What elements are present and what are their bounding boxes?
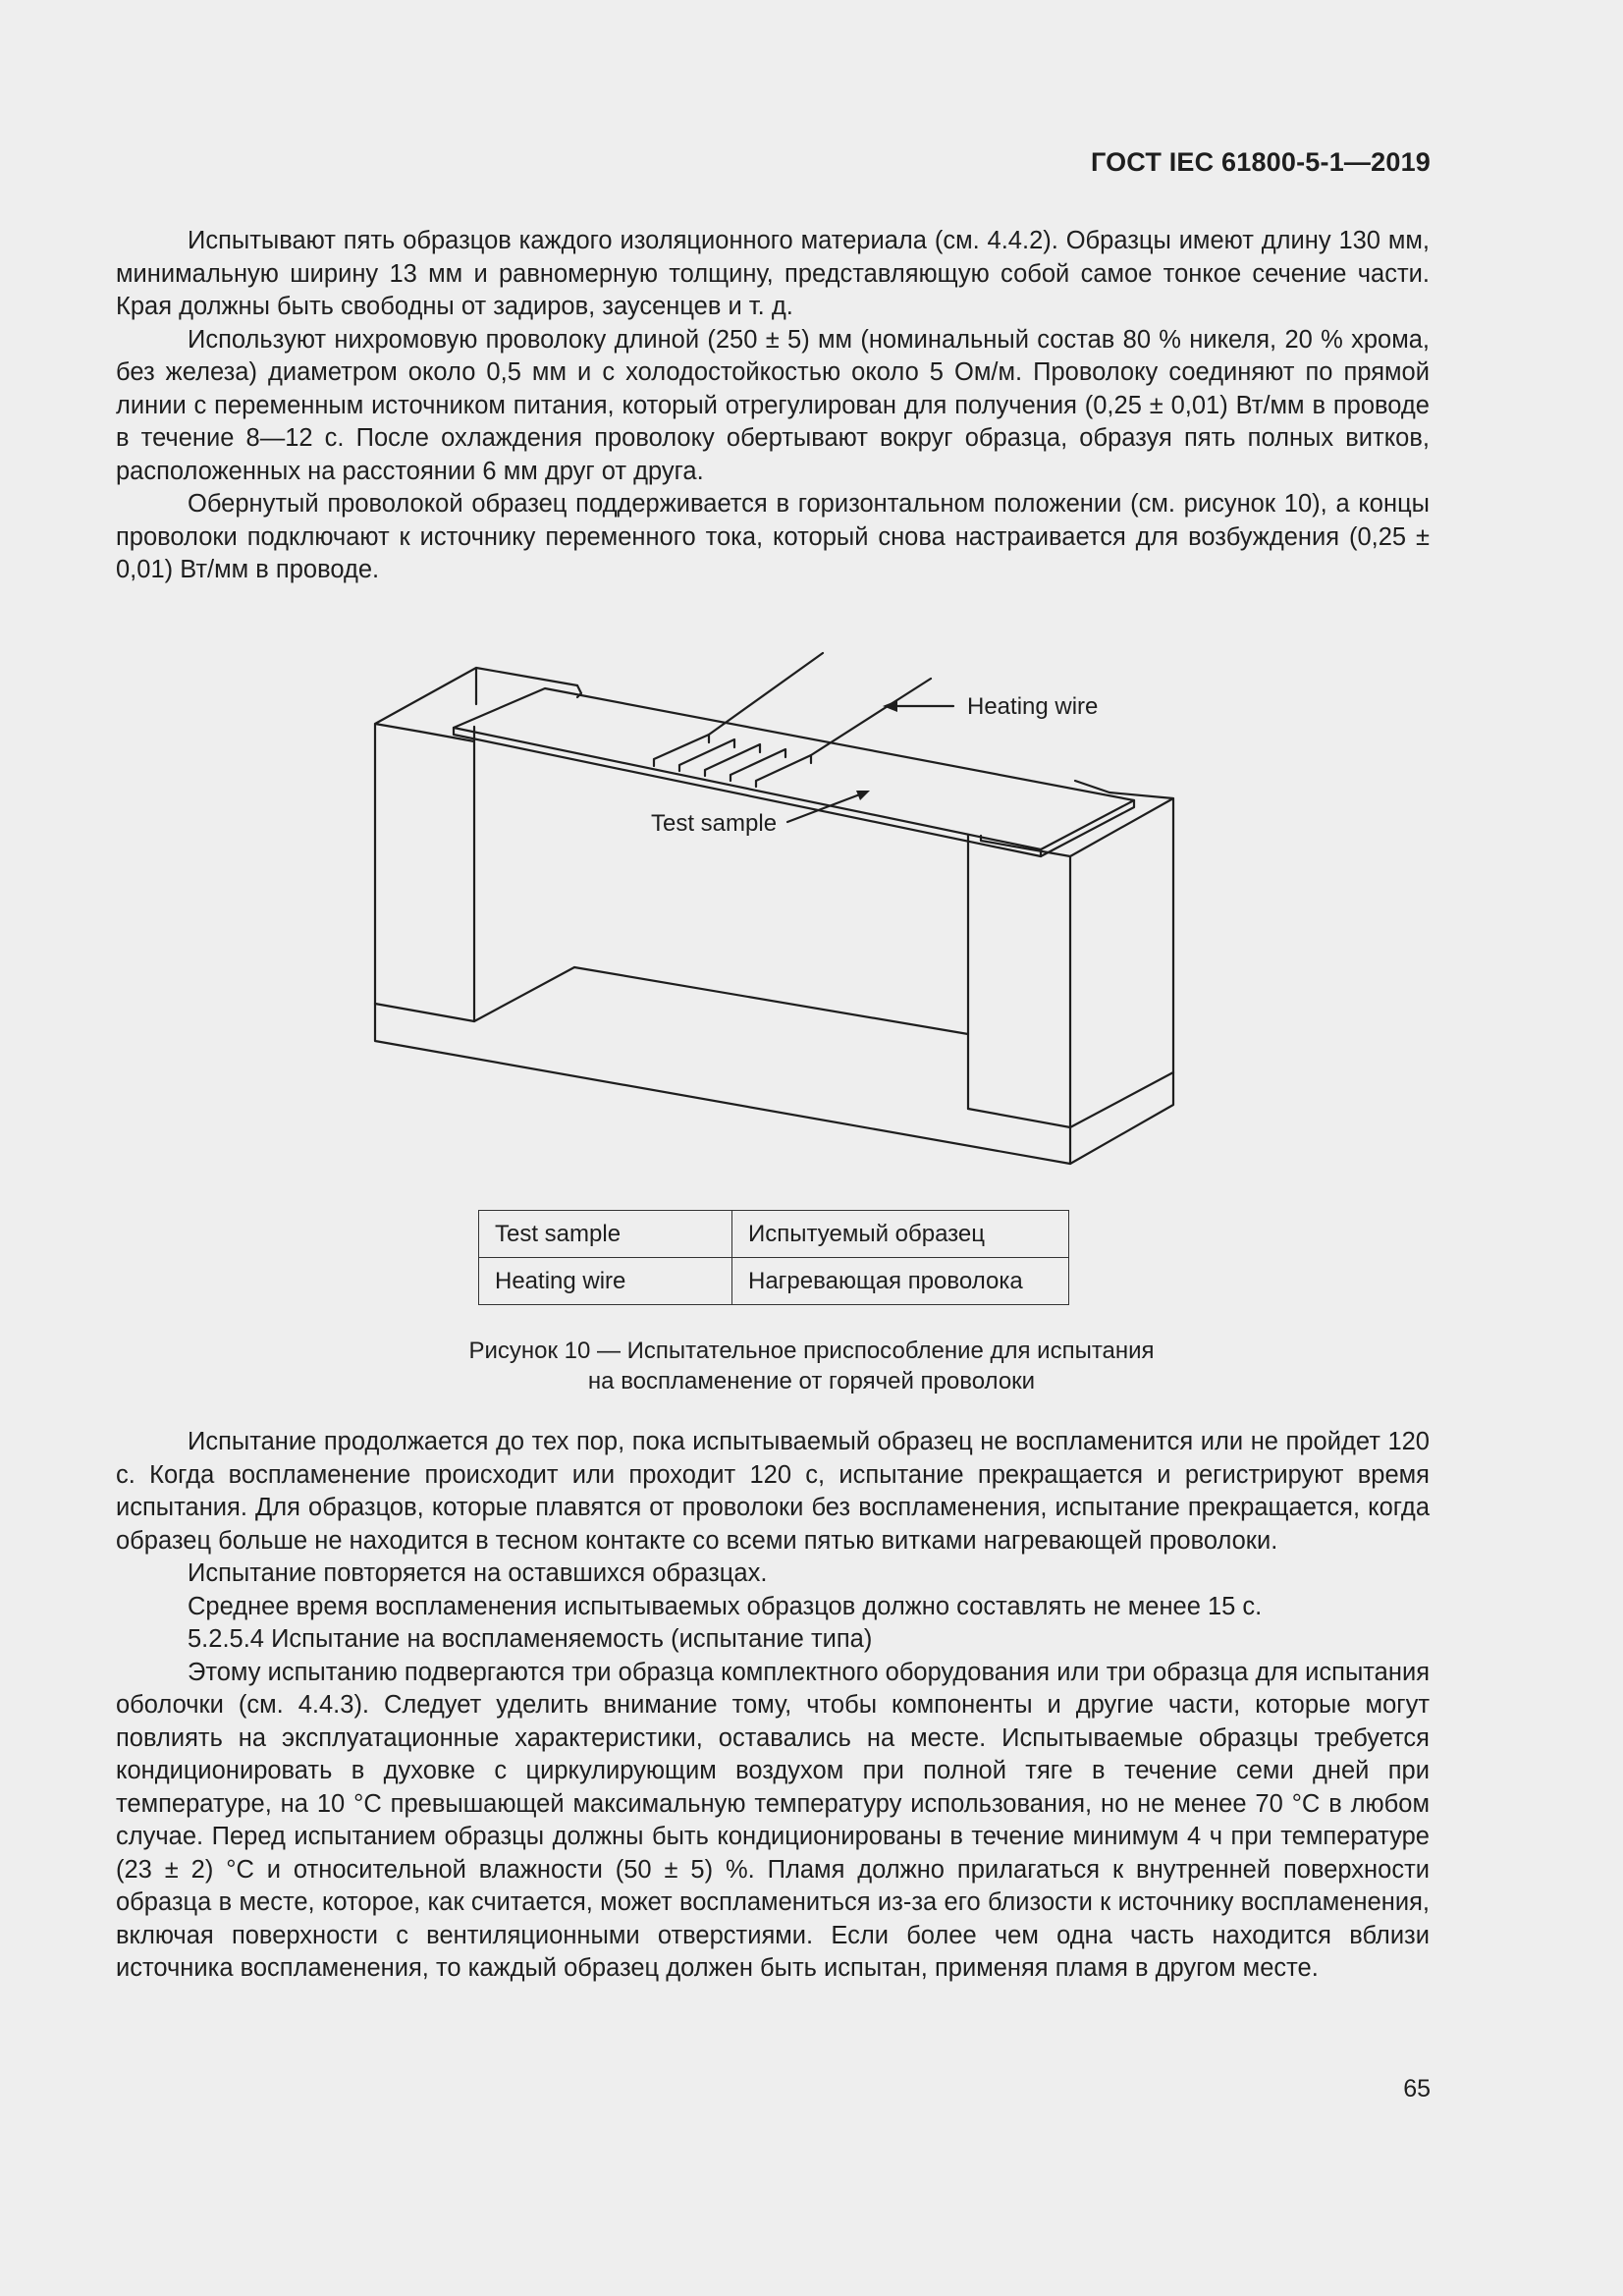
paragraph: Испытание повторяется на оставшихся образцах. (188, 1559, 768, 1587)
figure-test-fixture (363, 643, 1198, 1174)
arrowhead-heating-wire (883, 700, 897, 712)
paragraph: Испытание продолжается до тех пор, пока испытываемый образец не воспламенится или не пройдет 120 с. Когда воспламенение происходит или проходит 120 с, испытание прекращается и регистрируют время испытания. Для образцов, которые плавятся от проволоки без воспламенения, испытание прекращается, когда образец больше не находится в тесном контакте со всеми пятью витками нагревающей проволоки. (116, 1428, 1430, 1555)
paragraph: Испытывают пять образцов каждого изоляционного материала (см. 4.4.2). Образцы имеют длину 130 мм, минимальную ширину 13 мм и равномерную толщину, представляющую собой самое тонкое сечение части. Края должны быть свободны от задиров, заусенцев и т. д. (116, 227, 1430, 320)
document-header: ГОСТ IEC 61800-5-1—2019 (1090, 147, 1431, 177)
figure-caption-line: Рисунок 10 — Испытательное приспособление для испытания (468, 1338, 1155, 1364)
test-fixture-drawing (363, 643, 1198, 1174)
arrowhead-test-sample (856, 791, 870, 800)
figure-legend-table (478, 1210, 1069, 1305)
page-number: 65 (1403, 2075, 1431, 2103)
table-row (479, 1258, 1069, 1305)
heating-wire-end (811, 679, 931, 755)
legend-term: Heating wire (479, 1258, 732, 1305)
heating-wire-end (709, 653, 823, 735)
base-slab-top-edge (375, 1004, 474, 1021)
heating-wire-turn (654, 735, 709, 766)
section-heading: 5.2.5.4 Испытание на воспламеняемость (испытание типа) (188, 1625, 873, 1653)
label-heating-wire: Heating wire (967, 693, 1099, 720)
paragraph: Используют нихромовую проволоку длиной (250 ± 5) мм (номинальный состав 80 % никеля, 20 % хрома, без железа) диаметром около 0,5 мм и с холодостойкостью около 5 Ом/м. Проволоку соединяют по прямой линии с переменным источником питания, который отрегулирован для получения (0,25 ± 0,01) Вт/мм в проводе в течение 8—12 с. После охлаждения проволоку обертывают вокруг образца, образуя пять полных витков, расположенных на расстоянии 6 мм друг от друга. (116, 325, 1430, 485)
paragraph: Обернутый проволокой образец поддерживается в горизонтальном положении (см. рисунок 10), а концы проволоки подключают к источнику переменного тока, который снова настраивается для возбуждения (0,25 ± 0,01) Вт/мм в проводе. (116, 490, 1430, 583)
test-sample-strip-top-edge (454, 728, 1134, 849)
base-slab (375, 1004, 1173, 1164)
legend-translation: Испытуемый образец (732, 1211, 1069, 1258)
table-row (479, 1211, 1069, 1258)
legend-translation: Нагревающая проволока (732, 1258, 1069, 1305)
left-support-block (375, 668, 577, 1021)
legend-term: Test sample (479, 1211, 732, 1258)
text-block-bottom (116, 1426, 1430, 1986)
back-wall-bottom-edge (574, 967, 968, 1034)
figure-caption (0, 1336, 1623, 1396)
text-block-top (116, 225, 1430, 587)
paragraph: Этому испытанию подвергаются три образца комплектного оборудования или три образца для испытания оболочки (см. 4.4.3). Следует уделить внимание тому, чтобы компоненты и другие части, которые могут повлиять на эксплуатационные характеристики, оставались на месте. Испытываемые образцы требуется кондиционировать в духовке с циркулирующим воздухом при полной тяге в течение семи дней при температуре, на 10 °С превышающей максимальную температуру использования, но не менее 70 °С в любом случае. Перед испытанием образцы должны быть кондиционированы в течение минимум 4 ч при температуре (23 ± 2) °С и относительной влажности (50 ± 5) %. Пламя должно прилагаться к внутренней поверхности образца в месте, которое, как считается, может воспламениться из-за его близости к источнику воспламенения, включая поверхности с вентиляционными отверстиями. Если более чем одна часть находится вблизи источника воспламенения, то каждый образец должен быть испытан, применяя пламя в другом месте. (116, 1658, 1430, 1982)
label-test-sample: Test sample (651, 810, 778, 837)
figure-caption-line: на воспламенение от горячей проволоки (587, 1368, 1036, 1394)
paragraph: Среднее время воспламенения испытываемых образцов должно составлять не менее 15 с. (188, 1592, 1263, 1620)
